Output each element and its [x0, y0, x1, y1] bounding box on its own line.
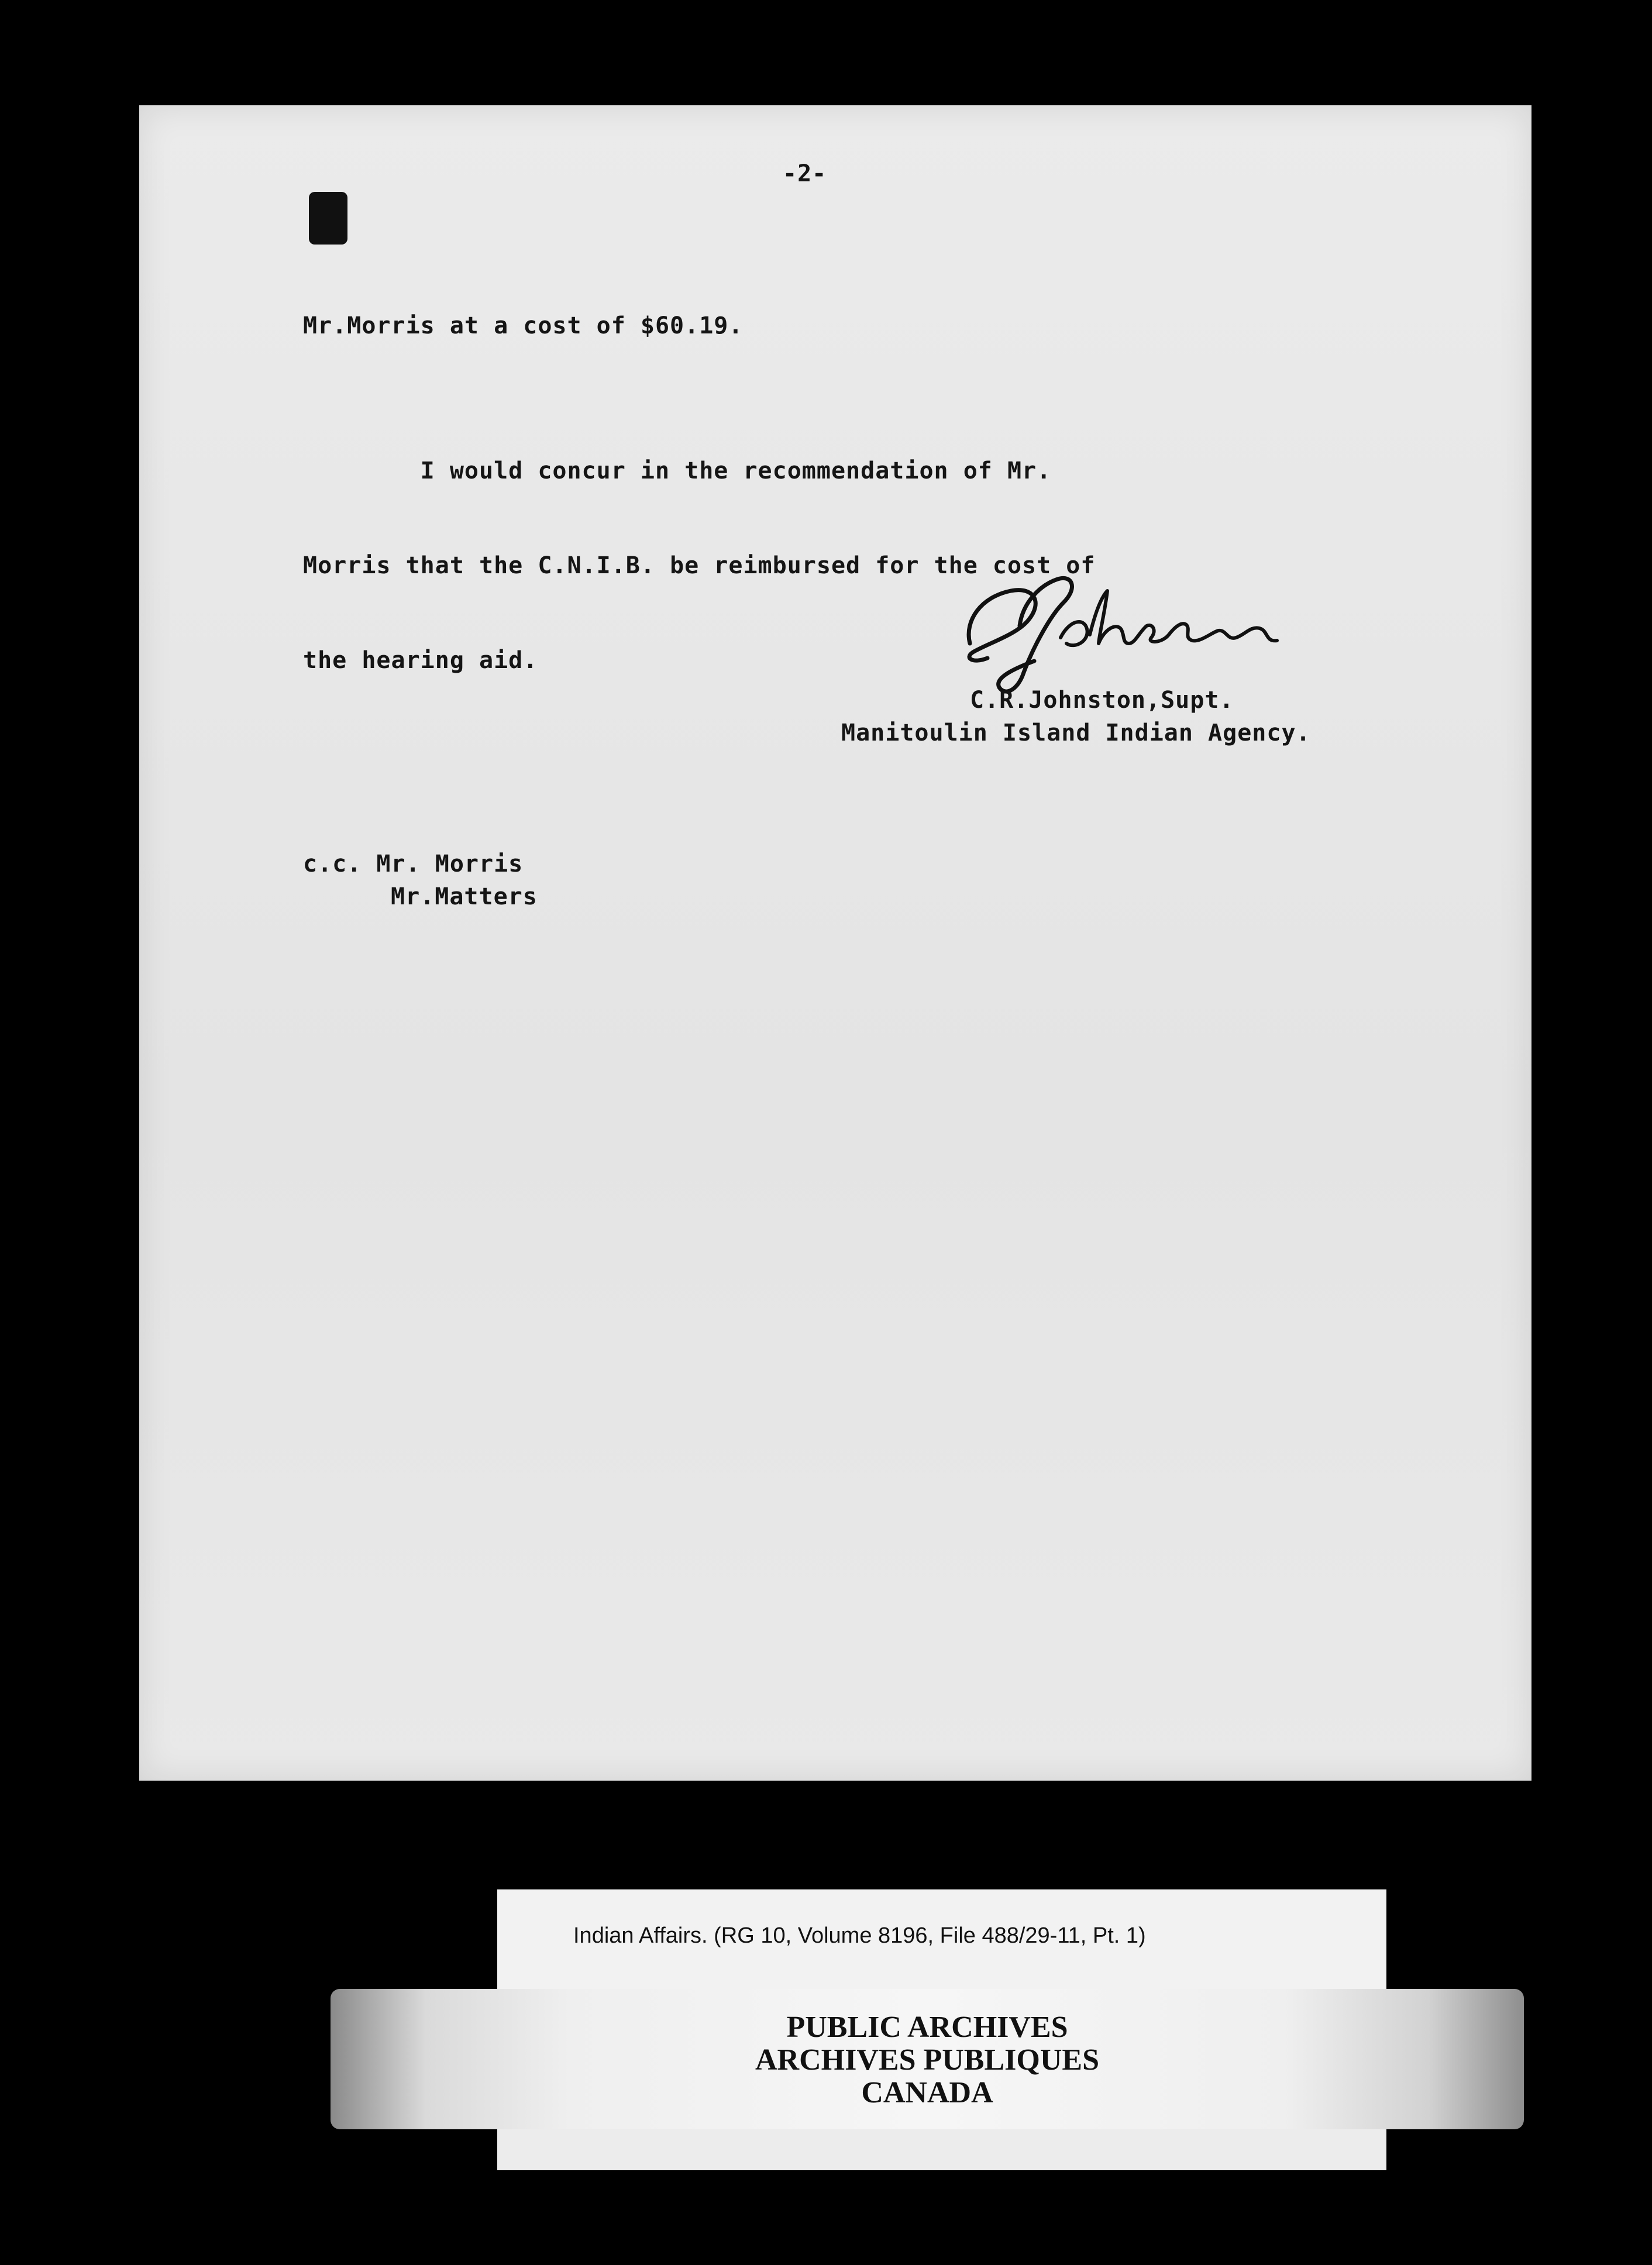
page-number: -2- — [783, 160, 827, 187]
label-base — [497, 2129, 1386, 2170]
cost-line: Mr.Morris at a cost of $60.19. — [303, 312, 744, 339]
signatory-name: C.R.Johnston,Supt. — [970, 687, 1234, 714]
file-reference: Indian Affairs. (RG 10, Volume 8196, File 488/29-11, Pt. 1) — [573, 1923, 1146, 1948]
cc-line: Mr.Matters — [391, 883, 538, 910]
paragraph-line: Morris that the C.N.I.B. be reimbursed for the cost of — [303, 552, 1096, 579]
stamp-line: PUBLIC ARCHIVES — [786, 2011, 1068, 2044]
paragraph-line: the hearing aid. — [303, 647, 538, 674]
punch-hole — [309, 192, 347, 245]
archive-stamp — [331, 1989, 1524, 2129]
cc-line: c.c. Mr. Morris — [303, 851, 524, 877]
paragraph-line: I would concur in the recommendation of Mr. — [303, 457, 1052, 484]
signatory-agency: Manitoulin Island Indian Agency. — [841, 720, 1311, 746]
letter-page — [139, 105, 1531, 1781]
stamp-line: ARCHIVES PUBLIQUES — [755, 2043, 1100, 2077]
stamp-line: CANADA — [861, 2076, 993, 2109]
